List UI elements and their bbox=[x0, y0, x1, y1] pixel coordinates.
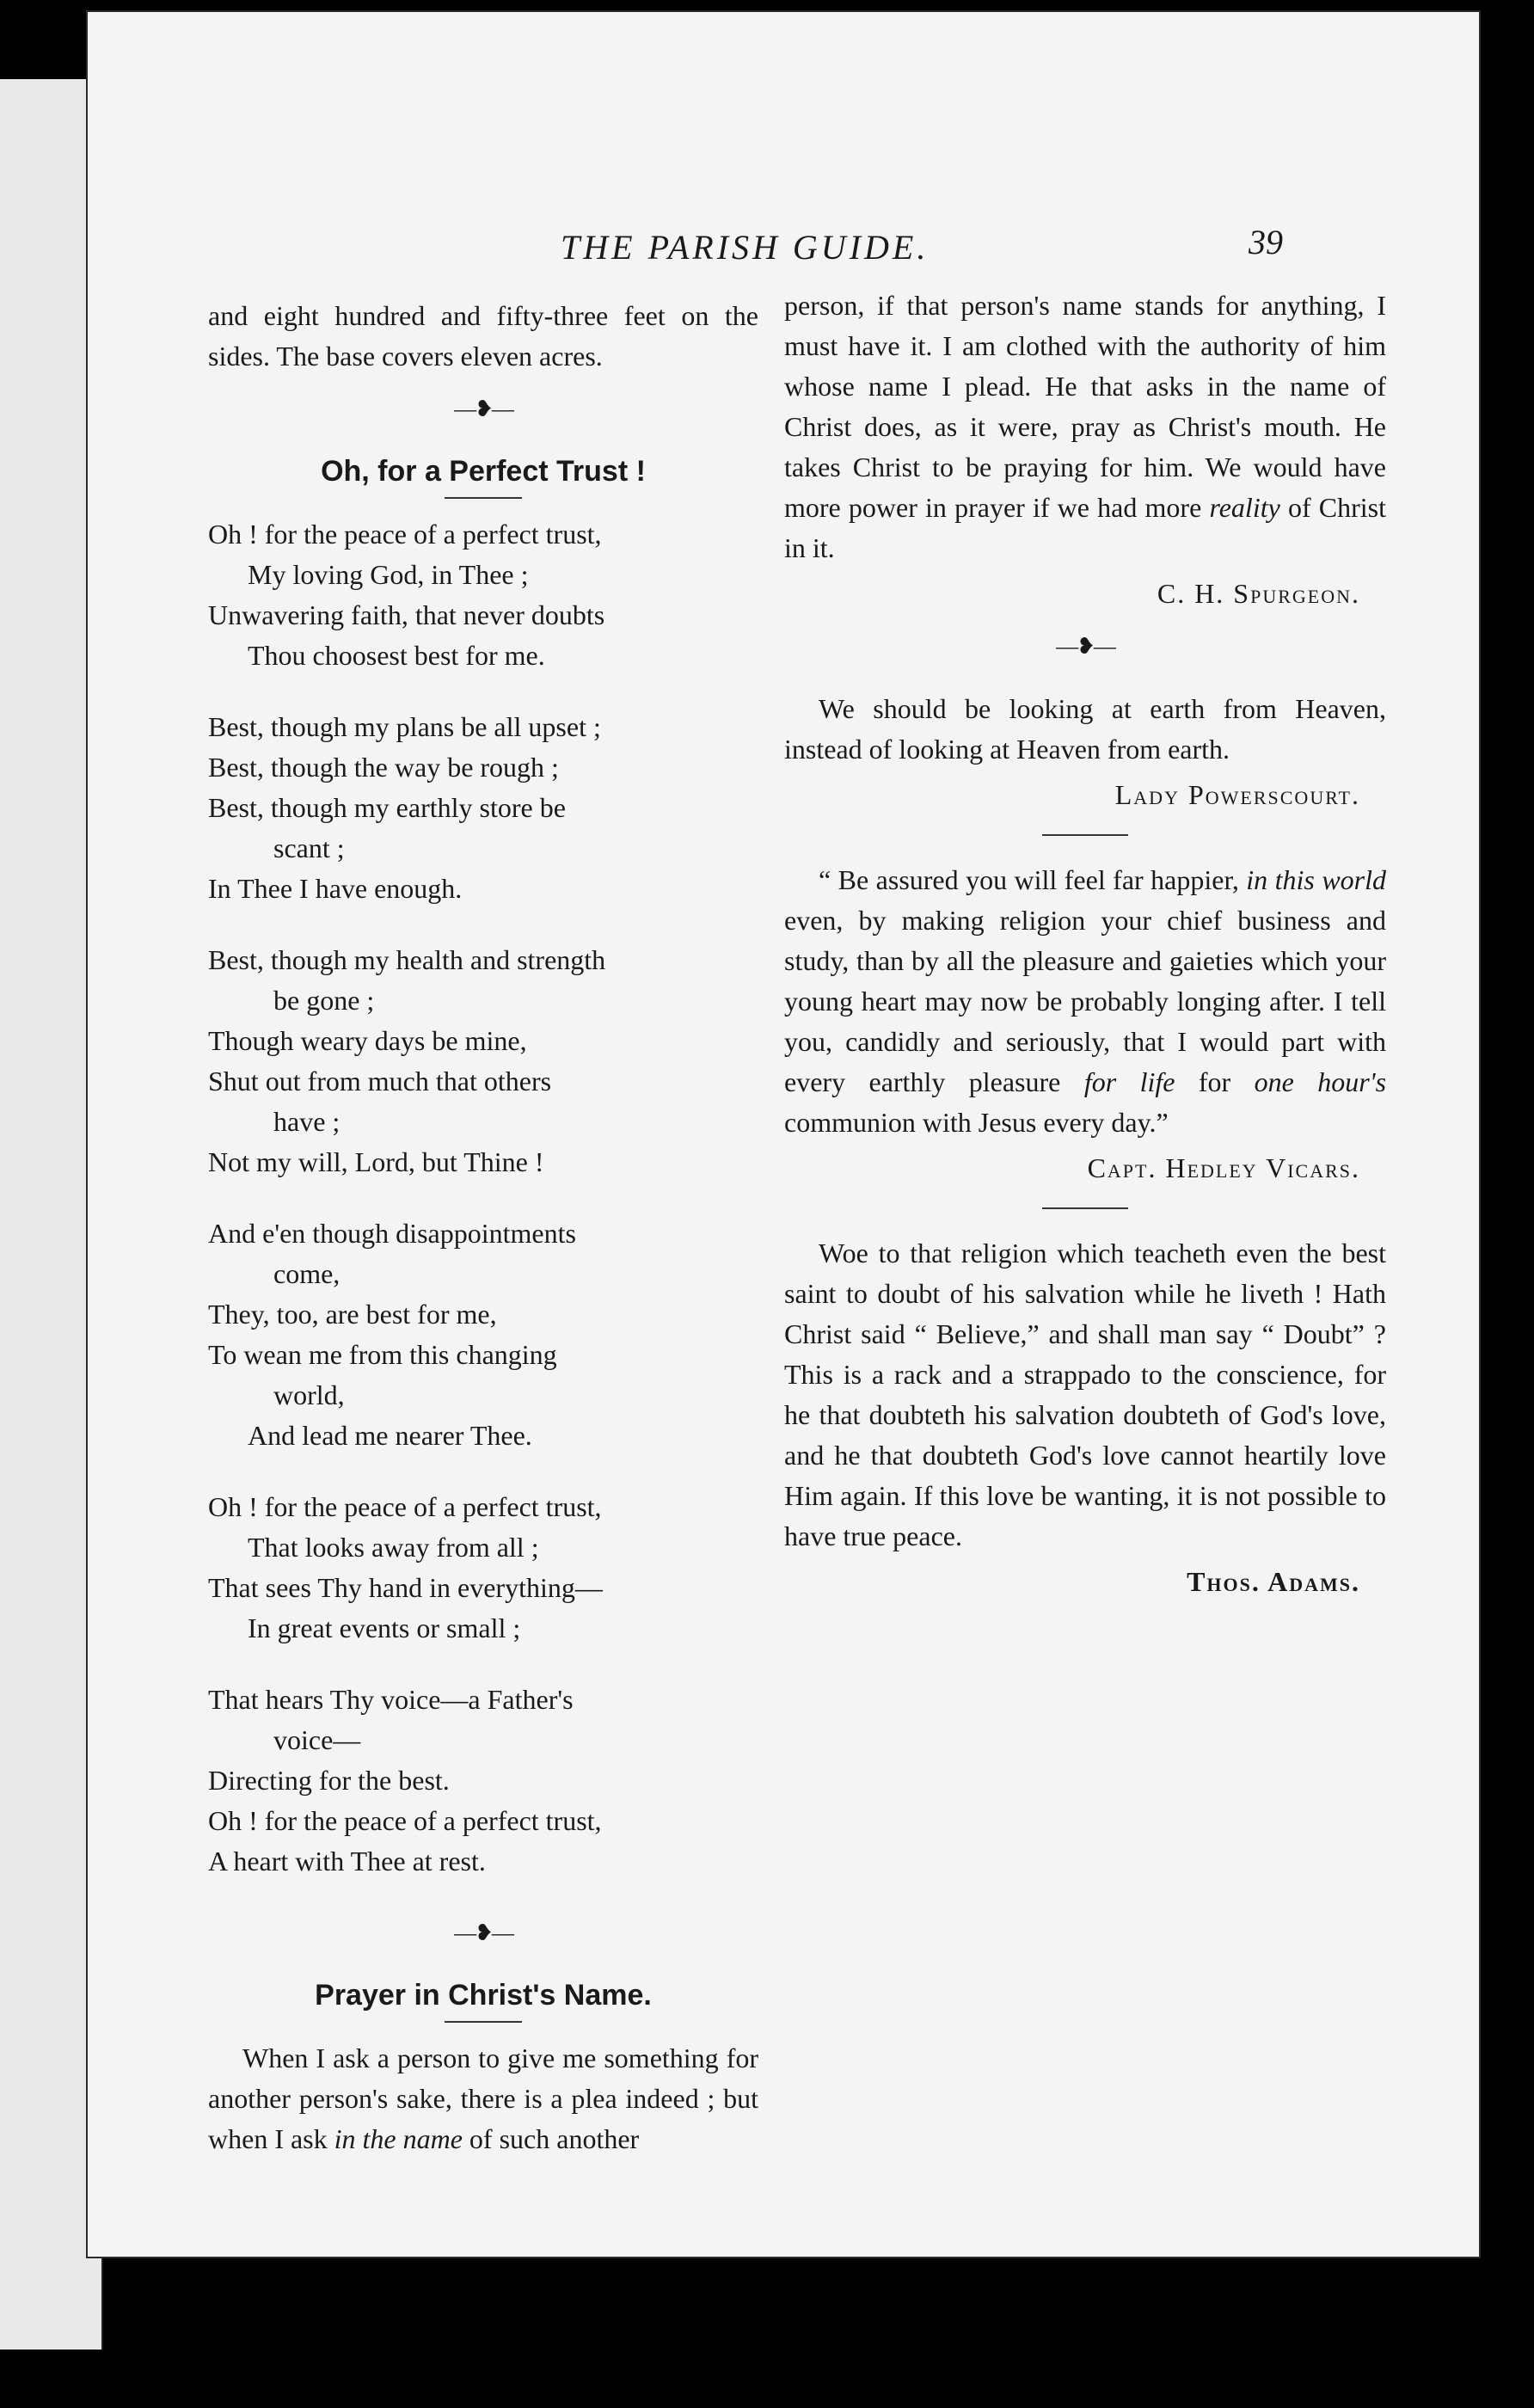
poem-line: And e'en though disappointments bbox=[208, 1218, 576, 1249]
poem-line: Oh ! for the peace of a perfect trust, bbox=[208, 519, 602, 550]
poem-line: scant ; bbox=[273, 832, 345, 863]
poem-line: That looks away from all ; bbox=[248, 1532, 539, 1563]
ornament-divider: —❥— bbox=[454, 396, 512, 421]
right-column bbox=[784, 286, 1386, 1609]
poem-line: Oh ! for the peace of a perfect trust, bbox=[208, 1805, 602, 1836]
poem-line: world, bbox=[273, 1379, 345, 1410]
poem-line: Directing for the best. bbox=[208, 1765, 450, 1796]
attribution: Thos. Adams. bbox=[1187, 1566, 1360, 1597]
poem-line: Thou choosest best for me. bbox=[248, 640, 545, 671]
quote-paragraph: Woe to that religion which teacheth even the best saint to doubt of his salvation while he liveth ! Hath Christ said “ Believe,” and shall man say “ Doubt” ? This is a rack and a strappado to the conscience, for he that doubteth his salvation doubteth of God's love, and he that doubteth God's love cannot heartily love Him again. If this love be wanting, it is not possible to have true peace. bbox=[784, 1238, 1386, 1551]
separator-rule bbox=[1042, 1207, 1128, 1209]
ornament-divider: —❥— bbox=[1056, 634, 1114, 659]
continuation-text: and eight hundred and fifty-three feet on the sides. The base covers eleven acres. bbox=[208, 300, 758, 372]
poem-line: Not my will, Lord, but Thine ! bbox=[208, 1146, 544, 1177]
poem-stanza bbox=[208, 1680, 758, 1882]
poem-line: voice— bbox=[273, 1724, 361, 1755]
quote-paragraph: We should be looking at earth from Heaven, instead of looking at Heaven from earth. bbox=[784, 693, 1386, 765]
prayer-title: Prayer in Christ's Name. bbox=[315, 1979, 652, 2012]
left-column bbox=[208, 296, 758, 2159]
title-rule bbox=[445, 497, 522, 499]
poem-line: In Thee I have enough. bbox=[208, 873, 463, 904]
poem-line: come, bbox=[273, 1258, 341, 1289]
poem-line: Though weary days be mine, bbox=[208, 1025, 527, 1056]
poem-line: Best, though my health and strength bbox=[208, 944, 606, 975]
attribution: C. H. Spurgeon. bbox=[1157, 578, 1360, 609]
poem-line: That sees Thy hand in everything— bbox=[208, 1572, 603, 1603]
poem-line: Oh ! for the peace of a perfect trust, bbox=[208, 1491, 602, 1522]
poem bbox=[208, 514, 758, 1882]
poem-line: That hears Thy voice—a Father's bbox=[208, 1684, 574, 1715]
poem-line: Unwavering faith, that never doubts bbox=[208, 599, 605, 630]
attribution: Lady Powerscourt. bbox=[1114, 779, 1360, 810]
poem-line: be gone ; bbox=[273, 985, 375, 1016]
ornament-divider: —❥— bbox=[454, 1920, 512, 1945]
poem-line: Best, though my plans be all upset ; bbox=[208, 711, 601, 742]
poem-stanza bbox=[208, 1487, 758, 1649]
poem-line: A heart with Thee at rest. bbox=[208, 1846, 486, 1877]
poem-title: Oh, for a Perfect Trust ! bbox=[321, 455, 646, 488]
running-header bbox=[88, 212, 1479, 267]
attribution: Capt. Hedley Vicars. bbox=[1087, 1152, 1360, 1183]
poem-stanza bbox=[208, 707, 758, 909]
poem-line: My loving God, in Thee ; bbox=[248, 559, 529, 590]
poem-line: Best, though the way be rough ; bbox=[208, 752, 559, 783]
prayer-continuation: person, if that person's name stands for anything, I must have it. I am clothed with the authority of him whose name I plead. He that asks in the name of Christ does, as it were, pray as Christ's mouth. He takes Christ to be praying for him. We would have more power in prayer if we had more reality of Christ in it. bbox=[784, 290, 1387, 563]
poem-stanza bbox=[208, 1213, 758, 1456]
poem-line: And lead me nearer Thee. bbox=[248, 1420, 532, 1451]
poem-line: have ; bbox=[273, 1106, 341, 1137]
poem-line: They, too, are best for me, bbox=[208, 1299, 497, 1330]
poem-line: To wean me from this changing bbox=[208, 1339, 557, 1370]
title-rule bbox=[445, 2021, 522, 2023]
separator-rule bbox=[1042, 834, 1128, 836]
poem-line: Best, though my earthly store be bbox=[208, 792, 566, 823]
page bbox=[88, 12, 1479, 2257]
page-number: 39 bbox=[1249, 223, 1283, 261]
quote-paragraph: “ Be assured you will feel far happier, in this world even, by making religion your chief business and study, than by all the pleasure and gaieties which your young heart may now be probably longing after. I tell you, candidly and seriously, that I would part with every earthly pleasure for life for one hour's communion with Jesus every day.” bbox=[784, 864, 1387, 1138]
poem-stanza bbox=[208, 514, 758, 676]
header-title: THE PARISH GUIDE. bbox=[561, 228, 930, 267]
poem-stanza bbox=[208, 940, 758, 1182]
poem-line: Shut out from much that others bbox=[208, 1066, 552, 1096]
poem-line: In great events or small ; bbox=[248, 1612, 521, 1643]
prayer-paragraph: When I ask a person to give me something for another person's sake, there is a plea indeed ; but when I ask in the name of such another bbox=[208, 2042, 758, 2154]
